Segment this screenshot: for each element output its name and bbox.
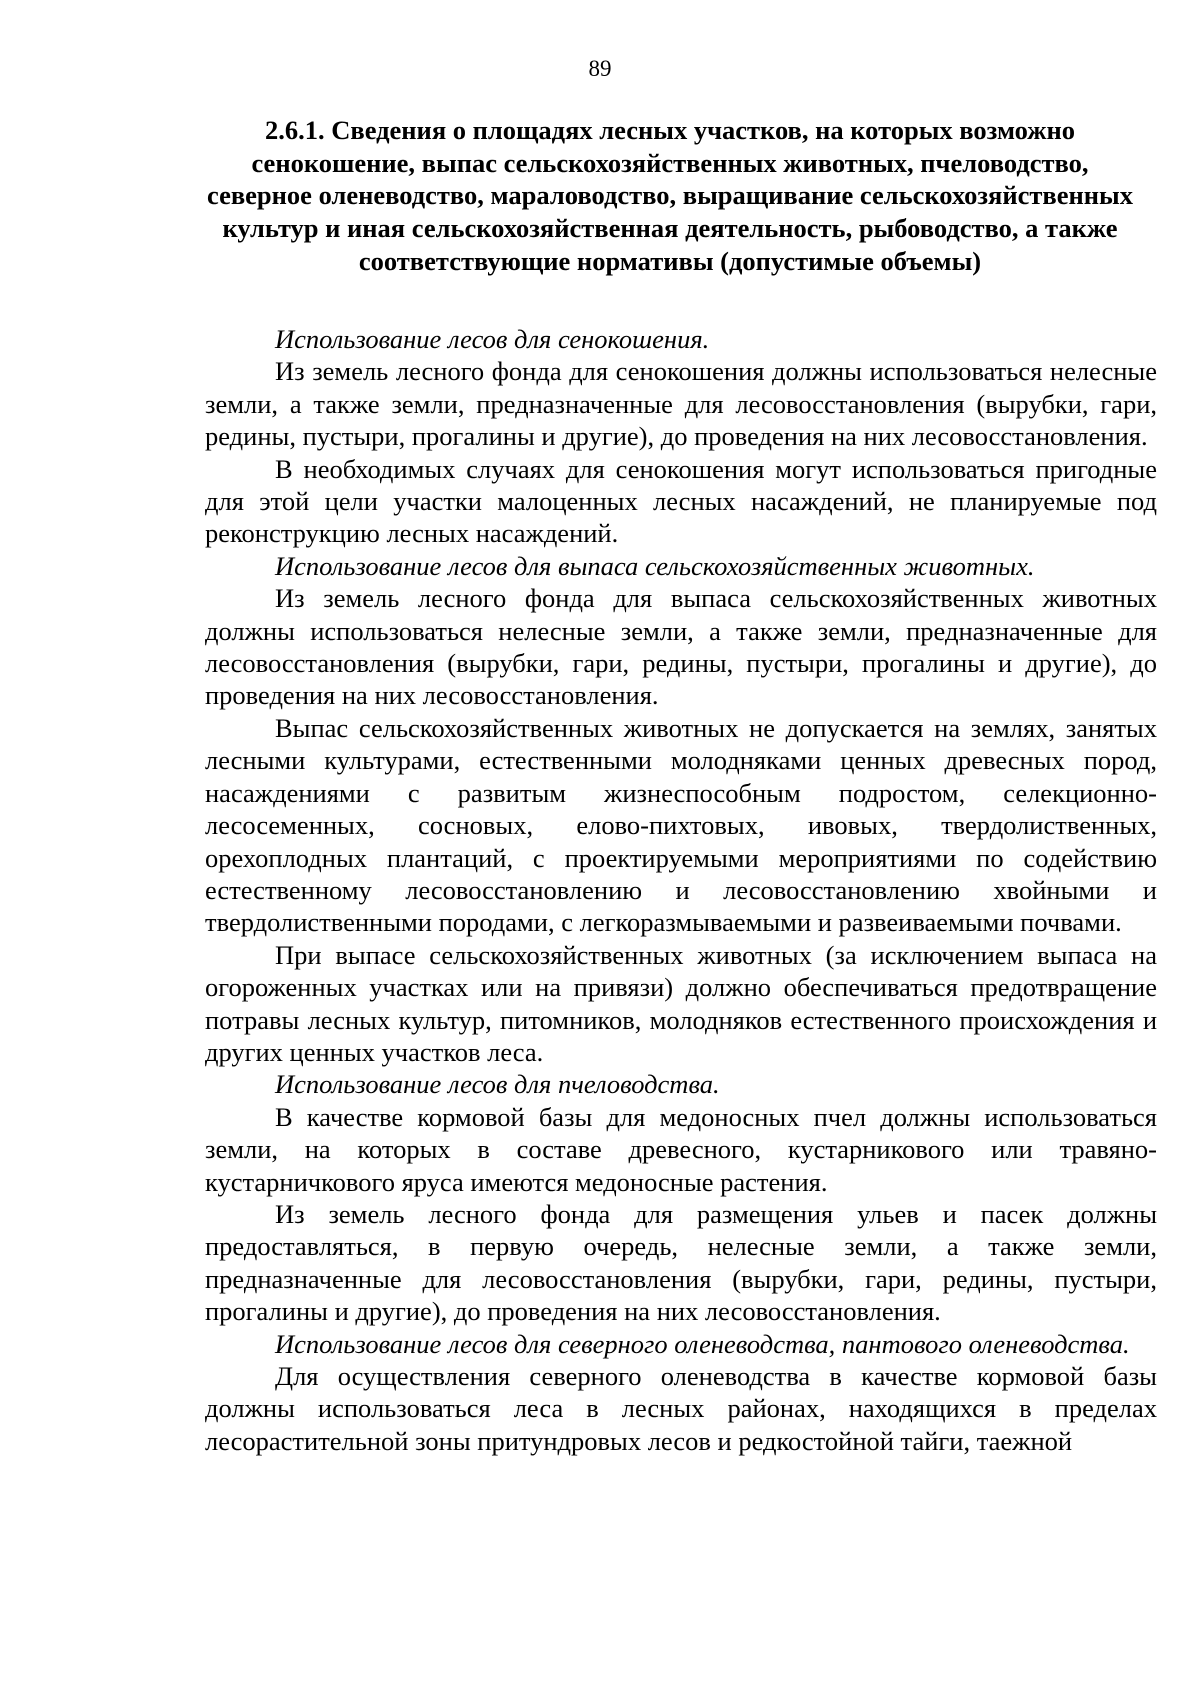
subheading-grazing: Использование лесов для выпаса сельскохозяйственных животных. [275,550,1035,581]
subheading-beekeeping: Использование лесов для пчеловодства. [275,1069,720,1100]
paragraph: В качестве кормовой базы для медоносных пчел должны использоваться земли, на которых в составе древесного, кустарникового или травяно-кустарничкового яруса имеются медоносные растения. [205,1101,1157,1197]
paragraph: Из земель лесного фонда для сенокошения должны использоваться нелесные земли, а также земли, предназначенные для лесовосстановления (вырубки, гари, редины, пустыри, прогалины и другие), до проведения на них лесовосстановления. [205,356,1157,452]
paragraph: В необходимых случаях для сенокошения могут использоваться пригодные для этой цели участки малоценных лесных насаждений, не планируемые под реконструкцию лесных насаждений. [205,453,1157,549]
paragraph: Из земель лесного фонда для размещения ульев и пасек должны предоставляться, в первую очередь, нелесные земли, а также земли, предназначенные для лесовосстановления (вырубки, гари, редины, пустыри, прогалины и другие), до проведения на них лесовосстановления. [205,1198,1157,1327]
paragraph: Из земель лесного фонда для выпаса сельскохозяйственных животных должны использоваться нелесные земли, а также земли, предназначенные для лесовосстановления (вырубки, гари, редины, пустыри, прогалины и другие), до проведения на них лесовосстановления. [205,583,1157,711]
subheading-reindeer: Использование лесов для северного оленеводства, пантового оленеводства. [275,1328,1130,1359]
paragraph: Выпас сельскохозяйственных животных не допускается на землях, занятых лесными культурами, естественными молодняками ценных древесных пород, насаждениями с развитым жизнеспособным подростом, селекционно-лесосеменных, сосновых, елово-пихтовых, ивовых, твердолиственных, орехоплодных плантаций, с проектируемыми мероприятиями по содействию естественному лесовосстановлению и лесовосстановлению хвойными и твердолиственными породами, с легкоразмываемыми и развеиваемыми почвами. [205,712,1157,938]
subheading-hay: Использование лесов для сенокошения. [275,324,710,354]
section-heading: 2.6.1. Сведения о площадях лесных участков, на которых возможно сенокошение, выпас сельскохозяйственных животных, пчеловодство, северное оленеводство, мараловодство, выращивание сельскохозяйственных культур и иная сельскохозяйственная деятельность, рыбоводство, а также соответствующие нормативы (допустимые объемы) [207,115,1133,276]
paragraph: Для осуществления северного оленеводства в качестве кормовой базы должны использоваться леса в лесных районах, находящихся в пределах лесорастительной зоны притундровых лесов и редкостойной тайги, таежной [205,1361,1157,1456]
paragraph: При выпасе сельскохозяйственных животных (за исключением выпаса на огороженных участках или на привязи) должно обеспечиваться предотвращение потравы лесных культур, питомников, молодняков естественного происхождения и других ценных участков леса. [205,939,1157,1067]
body-text [205,323,1157,1457]
page-number: 89 [588,56,612,81]
